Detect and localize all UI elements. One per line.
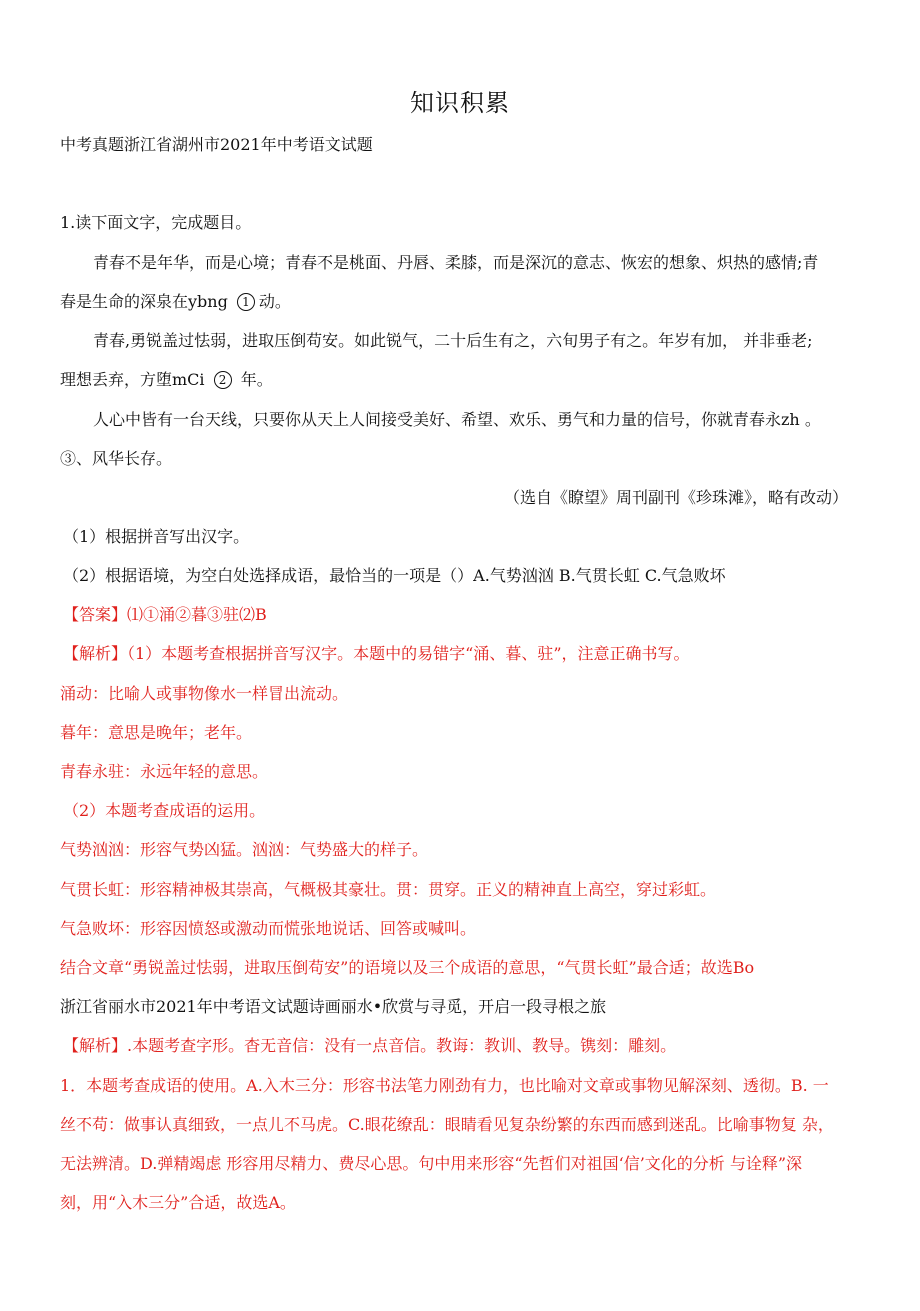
definition-xiongxiong: 气势汹汹：形容气势凶猛。汹汹：气势盛大的样子。 [60,840,429,859]
blank-1-marker: 1 [237,293,255,311]
definition-baihuai: 气急败坏：形容因愤怒或激动而慌张地说话、回答或喊叫。 [60,919,477,938]
passage-para2-line2 [60,369,273,391]
para2-text-after-blank: 年。 [235,370,273,389]
lishui-item1-line2: 丝不苟：做事认真细致，一点儿不马虎。C.眼花缭乱：眼睛看见复杂纷繁的东西而感到迷乱。比喻事物复 杂， [60,1115,834,1134]
blank-2-marker: 2 [214,371,232,389]
lishui-item1-line4: 刻，用“入木三分”合适，故选A。 [60,1193,296,1212]
sub-question-1: （1）根据拼音写出汉字。 [63,527,250,546]
passage-citation: （选自《瞭望》周刊副刊《珍珠滩》，略有改动） [503,488,848,507]
passage-para1-line2 [60,291,291,313]
sub-question-2: （2）根据语境，为空白处选择成语，最恰当的一项是（）A.气势汹汹 B.气贯长虹 C.气急败坏 [63,566,726,585]
page-title: 知识积累 [410,89,510,117]
analysis-part-2: （2）本题考查成语的运用。 [63,801,266,820]
answer-conclusion: 结合文章“勇锐盖过怯弱，进取压倒苟安”的语境以及三个成语的意思，“气贯长虹”最合适；故选Bo [60,958,755,977]
para1-text-after-blank: 动。 [258,292,291,311]
source-line-huzhou: 中考真题浙江省湖州市2021年中考语文试题 [60,135,373,154]
passage-para3-line2: ③、风华长存。 [60,449,173,468]
para1-text-before-blank: 春是生命的深泉在ybng [60,292,233,311]
lishui-item1-line1: 1．本题考查成语的使用。A.入木三分：形容书法笔力刚劲有力，也比喻对文章或事物见解深刻、透彻。B. 一 [60,1076,829,1095]
definition-yongdong: 涌动：比喻人或事物像水一样冒出流动。 [60,684,349,703]
definition-qingchun: 青春永驻：永远年轻的意思。 [60,762,269,781]
passage-para1-line1: 青春不是年华，而是心境；青春不是桃面、丹唇、柔膝，而是深沉的意志、恢宏的想象、炽热的感情;青 [93,253,819,272]
para2-text-before-blank: 理想丢弃，方堕mCi [60,370,210,389]
lishui-item1-line3: 无法辨清。D.弹精竭虑 形容用尽精力、费尽心思。句中用来形容“先哲们对祖国‘信’文化的分析 与诠释”深 [60,1154,803,1173]
definition-changhong: 气贯长虹：形容精神极其崇高，气概极其豪壮。贯：贯穿。正义的精神直上高空，穿过彩虹。 [60,880,717,899]
passage-para3-line1: 人心中皆有一台天线，只要你从天上人间接受美好、希望、欢乐、勇气和力量的信号，你就青春永zh 。 [93,410,821,429]
passage-para2-line1: 青春,勇锐盖过怯弱，进取压倒苟安。如此锐气，二十后生有之，六旬男子有之。年岁有加， 并非垂老; [93,331,813,350]
lishui-analysis: 【解析】.本题考查字形。杳无音信：没有一点音信。教诲：教训、教导。镌刻：雕刻。 [63,1036,677,1055]
definition-munian: 暮年：意思是晚年；老年。 [60,723,253,742]
answer-line: 【答案】⑴①涌②暮③驻⑵B [63,605,267,624]
source-line-lishui: 浙江省丽水市2021年中考语文试题诗画丽水•欣赏与寻觅，开启一段寻根之旅 [60,997,607,1016]
question-prompt: 1.读下面文字，完成题目。 [60,213,252,232]
analysis-part-1: 【解析】（1）本题考查根据拼音写汉字。本题中的易错字“涌、暮、驻”，注意正确书写。 [63,644,690,663]
